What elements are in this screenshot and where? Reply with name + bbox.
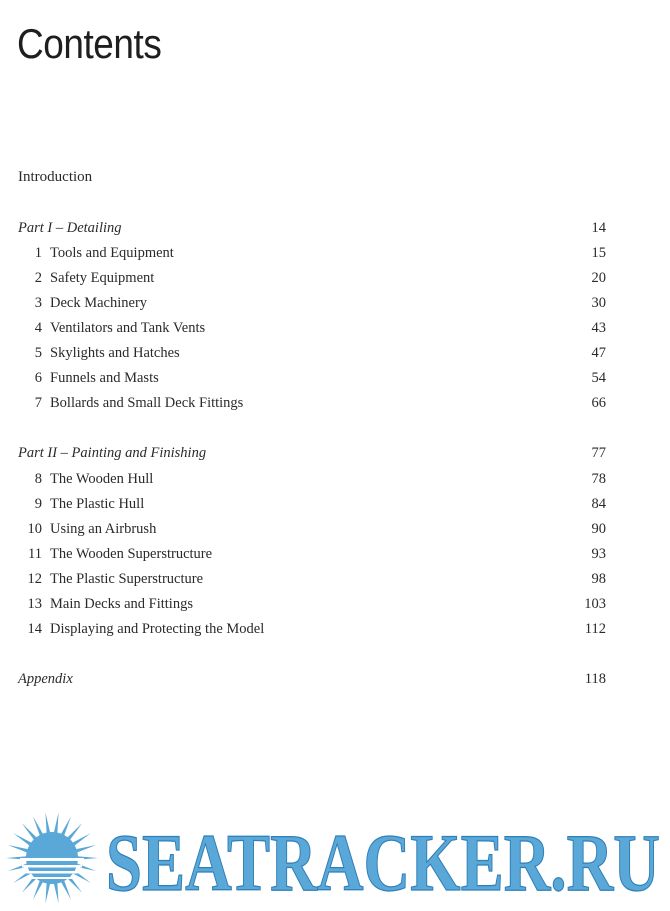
part-title: Part I – Detailing [18,220,122,236]
chapter-number: 10 [27,521,42,537]
chapter-number: 9 [34,496,42,512]
part-page-number: 14 [591,220,606,236]
toc-part-1 [18,220,606,242]
page-title: Contents [17,20,162,67]
chapter-page-number: 47 [591,345,606,361]
chapter-title: Bollards and Small Deck Fittings [50,395,244,411]
chapter-number: 1 [34,245,42,261]
chapter-number: 7 [34,395,42,411]
toc-appendix [18,671,606,693]
toc-chapter [18,571,606,593]
toc-chapter [18,395,606,417]
sun-ray [8,845,30,853]
toc-part-2 [18,445,606,467]
chapter-page-number: 78 [591,471,606,487]
chapter-page-number: 90 [591,521,606,537]
chapter-title: The Plastic Superstructure [50,571,204,587]
toc-chapter [18,245,606,267]
chapter-title: Using an Airbrush [50,521,157,537]
toc-chapter [18,295,606,317]
chapter-number: 14 [27,621,42,637]
chapter-title: The Wooden Hull [50,471,154,487]
toc-chapter [18,521,606,543]
chapter-title: Main Decks and Fittings [50,596,193,612]
chapter-title: Ventilators and Tank Vents [50,320,206,336]
part-title: Part II – Painting and Finishing [18,445,207,461]
sun-ray [45,881,50,903]
sun-ray [60,879,71,900]
toc-chapter [18,596,606,618]
chapter-page-number: 66 [591,395,606,411]
sun-ray [33,816,44,837]
sun-ray [54,881,59,903]
watermark-logo [0,808,670,911]
chapter-page-number: 84 [591,496,606,512]
toc-chapter [18,370,606,392]
chapter-title: Deck Machinery [50,295,148,311]
chapter-number: 12 [27,571,42,587]
chapter-title: Tools and Equipment [50,245,174,261]
sun-ray [60,816,71,837]
chapter-number: 3 [34,295,42,311]
chapter-number: 11 [28,546,42,562]
chapter-number: 6 [34,370,42,386]
sun-ray [54,812,59,834]
watermark-text: SEATRACKER.RU [106,817,660,908]
chapter-number: 13 [27,596,42,612]
sun-ray [33,879,44,900]
chapter-page-number: 20 [591,270,606,286]
chapter-title: Safety Equipment [50,270,155,286]
chapter-page-number: 54 [591,370,606,386]
toc-chapter [18,345,606,367]
toc-chapter [18,496,606,518]
appendix-page-number: 118 [584,671,606,687]
chapter-page-number: 43 [591,320,606,336]
sun-ray [45,812,50,834]
sun-logo-icon [6,812,98,903]
chapter-number: 4 [34,320,42,336]
chapter-number: 2 [34,270,42,286]
toc-chapter [18,320,606,342]
toc-chapter [18,270,606,292]
appendix-title: Appendix [18,671,73,687]
chapter-page-number: 112 [584,621,606,637]
chapter-page-number: 98 [591,571,606,587]
toc-chapter [18,471,606,493]
chapter-number: 5 [34,345,42,361]
toc-chapter [18,546,606,568]
sun-ray [74,845,96,853]
part-page-number: 77 [591,445,606,461]
chapter-number: 8 [34,471,42,487]
chapter-page-number: 15 [591,245,606,261]
chapter-title: The Plastic Hull [50,496,145,512]
chapter-page-number: 103 [584,596,606,612]
introduction-entry: Introduction [18,169,93,185]
toc-chapter [18,621,606,643]
chapter-title: Displaying and Protecting the Model [50,621,265,637]
chapter-title: The Wooden Superstructure [50,546,213,562]
chapter-page-number: 93 [591,546,606,562]
chapter-page-number: 30 [591,295,606,311]
chapter-title: Funnels and Masts [50,370,159,386]
chapter-title: Skylights and Hatches [50,345,180,361]
